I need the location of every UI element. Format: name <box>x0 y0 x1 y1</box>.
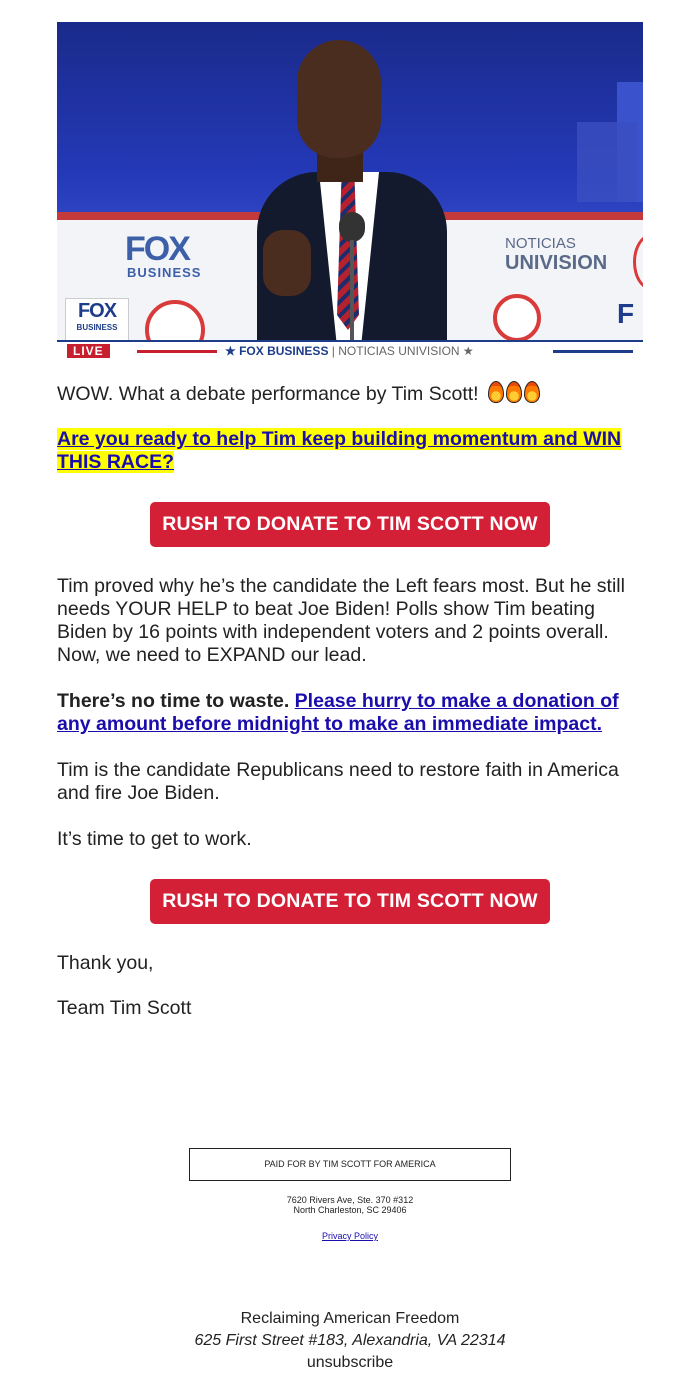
ticker-univision: NOTICIAS UNIVISION ★ <box>338 344 474 358</box>
org-name: Reclaiming American Freedom <box>240 1310 460 1327</box>
donate-button-bottom[interactable]: RUSH TO DONATE TO TIM SCOTT NOW <box>150 879 550 924</box>
speaker-hand <box>263 230 311 296</box>
campaign-address <box>57 1195 643 1215</box>
momentum-paragraph <box>57 428 643 474</box>
momentum-link[interactable]: Are you ready to help Tim keep building momentum and WIN THIS RACE? <box>57 428 622 473</box>
body-paragraph: Tim proved why he’s the candidate the Left fears most. But he still needs YOUR HELP to beat Joe Biden! Polls show Tim beating Biden by 16 points with independent voters and 2 points overall. Now, we need to EXPAND our lead. <box>57 575 625 666</box>
fire-icon <box>506 381 522 403</box>
stage-logo-fox-right: F <box>617 298 635 329</box>
urgency-bold: There’s no time to waste. <box>57 690 290 712</box>
campaign-address-line1: 7620 Rivers Ave, Ste. 370 #312 <box>286 1195 414 1205</box>
fire-emojis <box>488 381 542 406</box>
stage-logo-univision: UNIVISION <box>505 252 608 274</box>
backdrop-building <box>577 122 637 202</box>
urgency-paragraph <box>57 690 647 736</box>
restore-paragraph: Tim is the candidate Republicans need to restore faith in America and fire Joe Biden. <box>57 759 619 804</box>
signoff-thanks: Thank you, <box>57 952 154 974</box>
speaker-head <box>297 40 381 158</box>
signoff-team: Team Tim Scott <box>57 997 192 1019</box>
stage-logo-business: BUSINESS <box>127 265 202 280</box>
intro-paragraph <box>57 381 647 406</box>
channel-logo-sub: BUSINESS <box>76 323 118 332</box>
lower-third-ticker <box>225 344 474 358</box>
stage-logo-noticias: NOTICIAS <box>505 235 576 252</box>
lower-third-stripe <box>137 350 217 353</box>
ticker-fox: ★ FOX BUSINESS <box>225 344 329 358</box>
hero-image <box>57 22 643 360</box>
lower-third-stripe <box>553 350 633 353</box>
donate-button-top[interactable]: RUSH TO DONATE TO TIM SCOTT NOW <box>150 502 550 547</box>
privacy-policy-link[interactable]: Privacy Policy <box>321 1231 378 1241</box>
campaign-address-line2: North Charleston, SC 29406 <box>293 1205 407 1215</box>
fire-icon <box>488 381 504 403</box>
live-badge: LIVE <box>67 344 110 358</box>
microphone-stand <box>350 240 354 340</box>
intro-text: WOW. What a debate performance by Tim Scott! <box>57 383 479 405</box>
unsubscribe-link[interactable]: unsubscribe <box>306 1354 394 1371</box>
microphone-icon <box>339 212 365 242</box>
channel-logo <box>65 298 129 342</box>
paid-for-disclaimer: PAID FOR BY TIM SCOTT FOR AMERICA <box>189 1148 511 1181</box>
fire-icon <box>524 381 540 403</box>
channel-logo-text: FOX <box>77 300 117 322</box>
work-paragraph: It’s time to get to work. <box>57 828 252 850</box>
gop-elephant-icon <box>493 294 541 342</box>
urgency-donate-link[interactable]: Please hurry to make a donation of any amount before midnight to make an immediate impact. <box>57 690 619 735</box>
stage-logo-fox: FOX <box>125 230 189 268</box>
org-address: 625 First Street #183, Alexandria, VA 22314 <box>194 1332 506 1349</box>
ticker-divider: | <box>331 344 339 358</box>
